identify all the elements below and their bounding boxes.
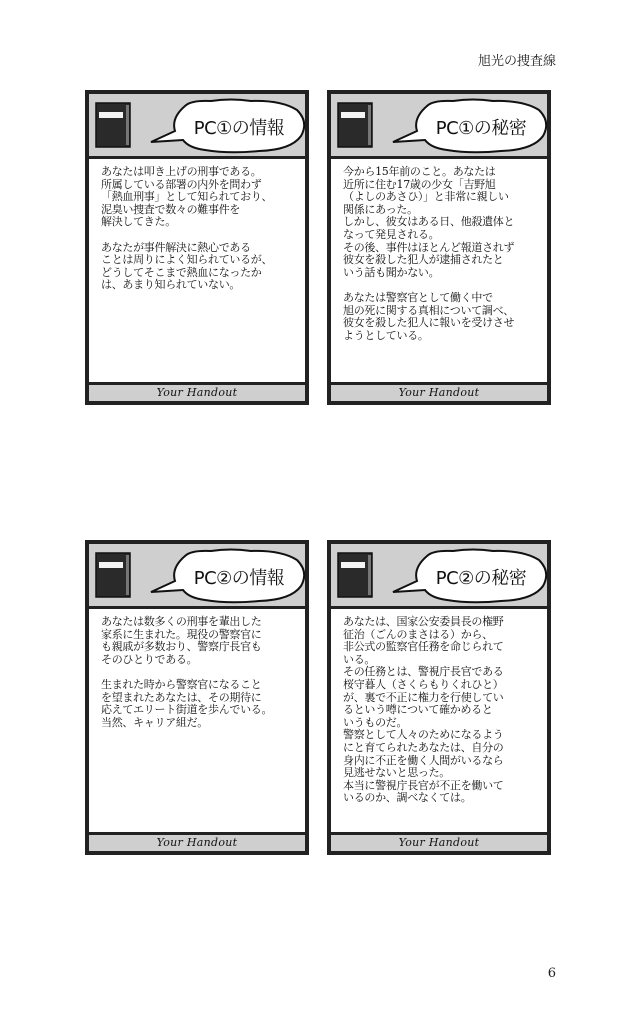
- book-icon: [95, 552, 133, 598]
- book-icon: [337, 102, 375, 148]
- card-header: [331, 544, 547, 609]
- card-footer: Your Handout: [89, 832, 305, 851]
- handout-card-pc2-info: [85, 540, 309, 855]
- card-body-paragraph: あなたは叩き上げの刑事である。 所属している部署の内外を問わず 「熱血刑事」として知られており、 泥臭い捜査で数々の難事件を 解決してきた。 あなたが事件解決に熱心である ことは周りによく知られているが、 どうしてそこまで熱血になったか は、あまり知られていない。: [101, 165, 273, 292]
- card-body-paragraph: あなたは数多くの刑事を輩出した 家系に生まれた。現役の警察官に も親戚が多数おり、警察庁長官も そのひとりである。 生まれた時から警察官になること を望まれたあなたは、その期待に 応えてエリート街道を歩んでいる。 当然、キャリア組だ。: [101, 615, 273, 729]
- card-header: [89, 544, 305, 609]
- card-body-text: [101, 616, 299, 729]
- card-header: [89, 94, 305, 159]
- page-number: 6: [547, 966, 556, 981]
- card-body-text: [101, 166, 299, 292]
- page-title: 旭光の捜査線: [477, 54, 556, 69]
- card-body-text: [343, 616, 541, 805]
- handout-card-pc1-secret: [327, 90, 551, 405]
- card-title: PC①の情報: [193, 118, 285, 139]
- handout-card-pc2-secret: [327, 540, 551, 855]
- card-body-paragraph: 今から15年前のこと。あなたは 近所に住む17歳の少女「吉野旭 （よしのあさひ）」と非常に親しい 関係にあった。 しかし、彼女はある日、他殺遺体と なって発見される。 その後、事件はほとんど報道されず 彼女を殺した犯人が逮捕されたと いう話も聞かない。 あなたは警察官として働く中で 旭の死に関する真相について調べ、 彼女を殺した犯人に報いを受けさせ ようとしている。: [343, 165, 515, 342]
- card-footer: Your Handout: [331, 382, 547, 401]
- card-footer: Your Handout: [331, 832, 547, 851]
- card-header: [331, 94, 547, 159]
- handout-card-pc1-info: [85, 90, 309, 405]
- card-title: PC②の情報: [193, 568, 285, 589]
- card-title: PC②の秘密: [435, 568, 527, 589]
- card-footer: Your Handout: [89, 382, 305, 401]
- card-body-paragraph: あなたは、国家公安委員長の権野 征治（ごんのまさはる）から、 非公式の監察官任務を命じられて いる。 その任務とは、警視庁長官である 桜守暮人（さくらもりくれひと） が、裏で不正に権力を行使してい るという噂について確かめると いうものだ。 警察として人々のためになるよう にと育てられたあなたは、自分の 身内に不正を働く人間がいるなら 見逃せないと思った。 本当に警視庁長官が不正を働いて いるのか、調べなくては。: [343, 615, 504, 805]
- book-icon: [337, 552, 375, 598]
- book-icon: [95, 102, 133, 148]
- card-body-text: [343, 166, 541, 342]
- card-title: PC①の秘密: [435, 118, 527, 139]
